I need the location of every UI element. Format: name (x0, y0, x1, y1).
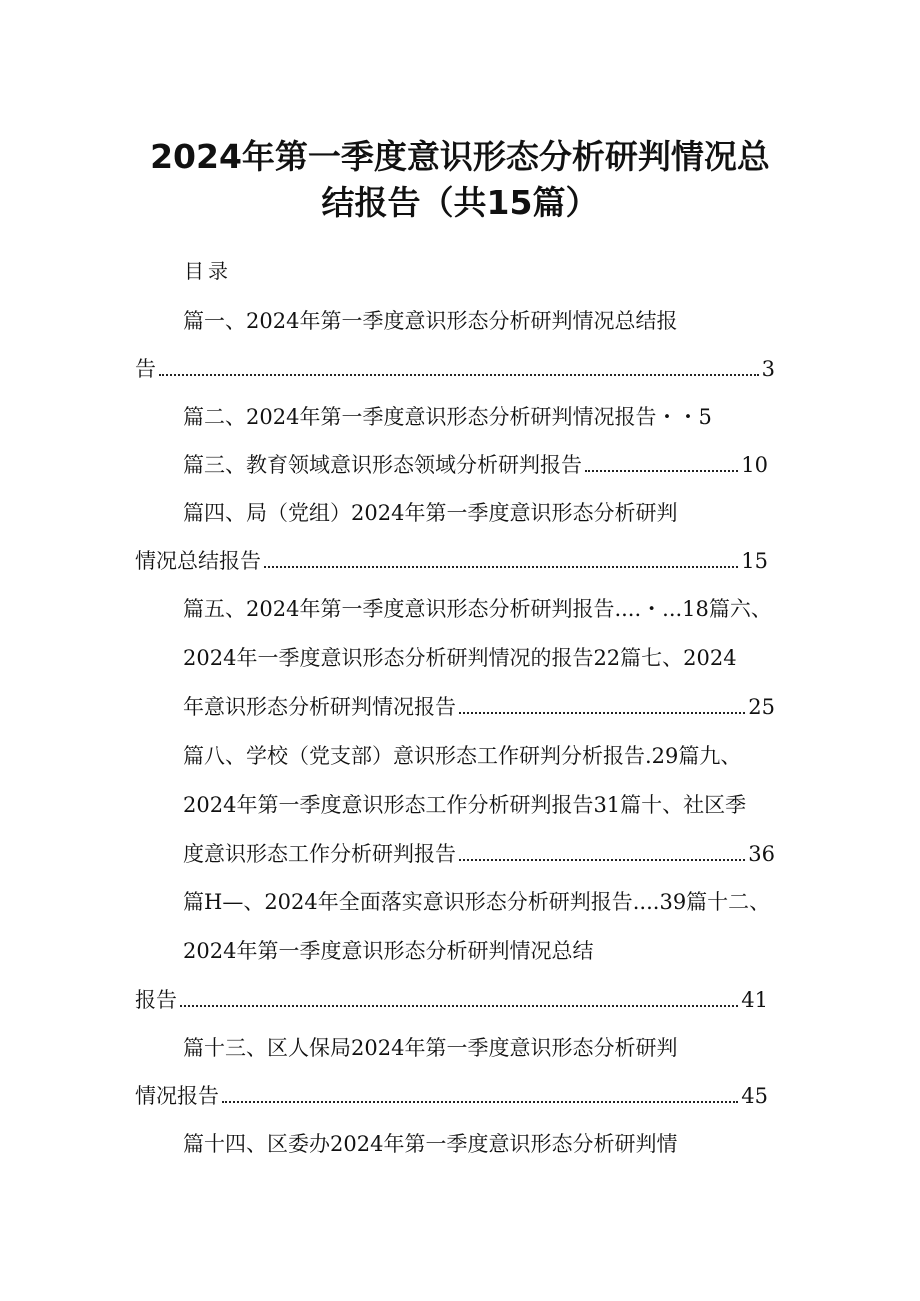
document-title-line-2: 结报告（共15篇） (321, 183, 599, 222)
toc-entry-10-line (183, 839, 775, 869)
toc-entry-8-line: 篇八、学校（党支部）意识形态工作研判分析报告.29篇九、 (183, 744, 742, 768)
toc-entry-3 (183, 450, 768, 480)
toc-entry-text: 告 (135, 357, 156, 381)
toc-entry-4-line-1: 篇四、局（党组）2024年第一季度意识形态分析研判 (183, 501, 678, 525)
leader-dots (459, 859, 745, 861)
toc-page-number: 10 (741, 453, 768, 477)
leader-dots (180, 1005, 738, 1007)
toc-page-number: 25 (748, 695, 775, 719)
leader-dots (459, 712, 745, 714)
toc-entry-5-line: 篇五、2024年第一季度意识形态分析研判报告....・...18篇六、 (183, 597, 772, 621)
toc-page-number: 41 (741, 988, 768, 1012)
toc-entry-text: 报告 (135, 988, 177, 1012)
toc-page-number: 45 (741, 1084, 768, 1108)
toc-entry-13-line-1: 篇十三、区人保局2024年第一季度意识形态分析研判 (183, 1036, 678, 1060)
toc-heading: 目录 (184, 259, 232, 283)
toc-entry-text: 情况报告 (135, 1084, 219, 1108)
toc-entry-6-line: 2024年一季度意识形态分析研判情况的报告22篇七、2024 (183, 646, 737, 670)
toc-page-number: 3 (761, 357, 775, 381)
toc-entry-12-line-1: 2024年第一季度意识形态分析研判情况总结 (183, 939, 594, 963)
leader-dots (222, 1101, 738, 1103)
toc-page-number: 15 (741, 549, 768, 573)
toc-entry-13-line-2 (135, 1081, 768, 1111)
toc-entry-11-line: 篇H—、2024年全面落实意识形态分析研判报告....39篇十二、 (183, 890, 771, 914)
toc-entry-4-line-2 (135, 546, 768, 576)
toc-entry-12-line-2 (135, 985, 768, 1015)
toc-entry-2: 篇二、2024年第一季度意识形态分析研判情况报告・・5 (183, 405, 712, 429)
leader-dots (159, 374, 759, 376)
toc-entry-9-line: 2024年第一季度意识形态工作分析研判报告31篇十、社区季 (183, 793, 747, 817)
toc-entry-14-line-1: 篇十四、区委办2024年第一季度意识形态分析研判情 (183, 1132, 678, 1156)
toc-page-number: 36 (748, 842, 775, 866)
toc-entry-text: 篇三、教育领域意识形态领域分析研判报告 (183, 453, 582, 477)
leader-dots (585, 470, 738, 472)
document-title-line-1: 2024年第一季度意识形态分析研判情况总 (150, 137, 770, 176)
toc-entry-1-line-1: 篇一、2024年第一季度意识形态分析研判情况总结报 (183, 309, 678, 333)
toc-entry-text: 度意识形态工作分析研判报告 (183, 842, 456, 866)
toc-entry-text: 情况总结报告 (135, 549, 261, 573)
toc-entry-1-line-2 (135, 354, 775, 384)
toc-entry-7-line (183, 692, 775, 722)
leader-dots (264, 566, 738, 568)
toc-entry-text: 年意识形态分析研判情况报告 (183, 695, 456, 719)
